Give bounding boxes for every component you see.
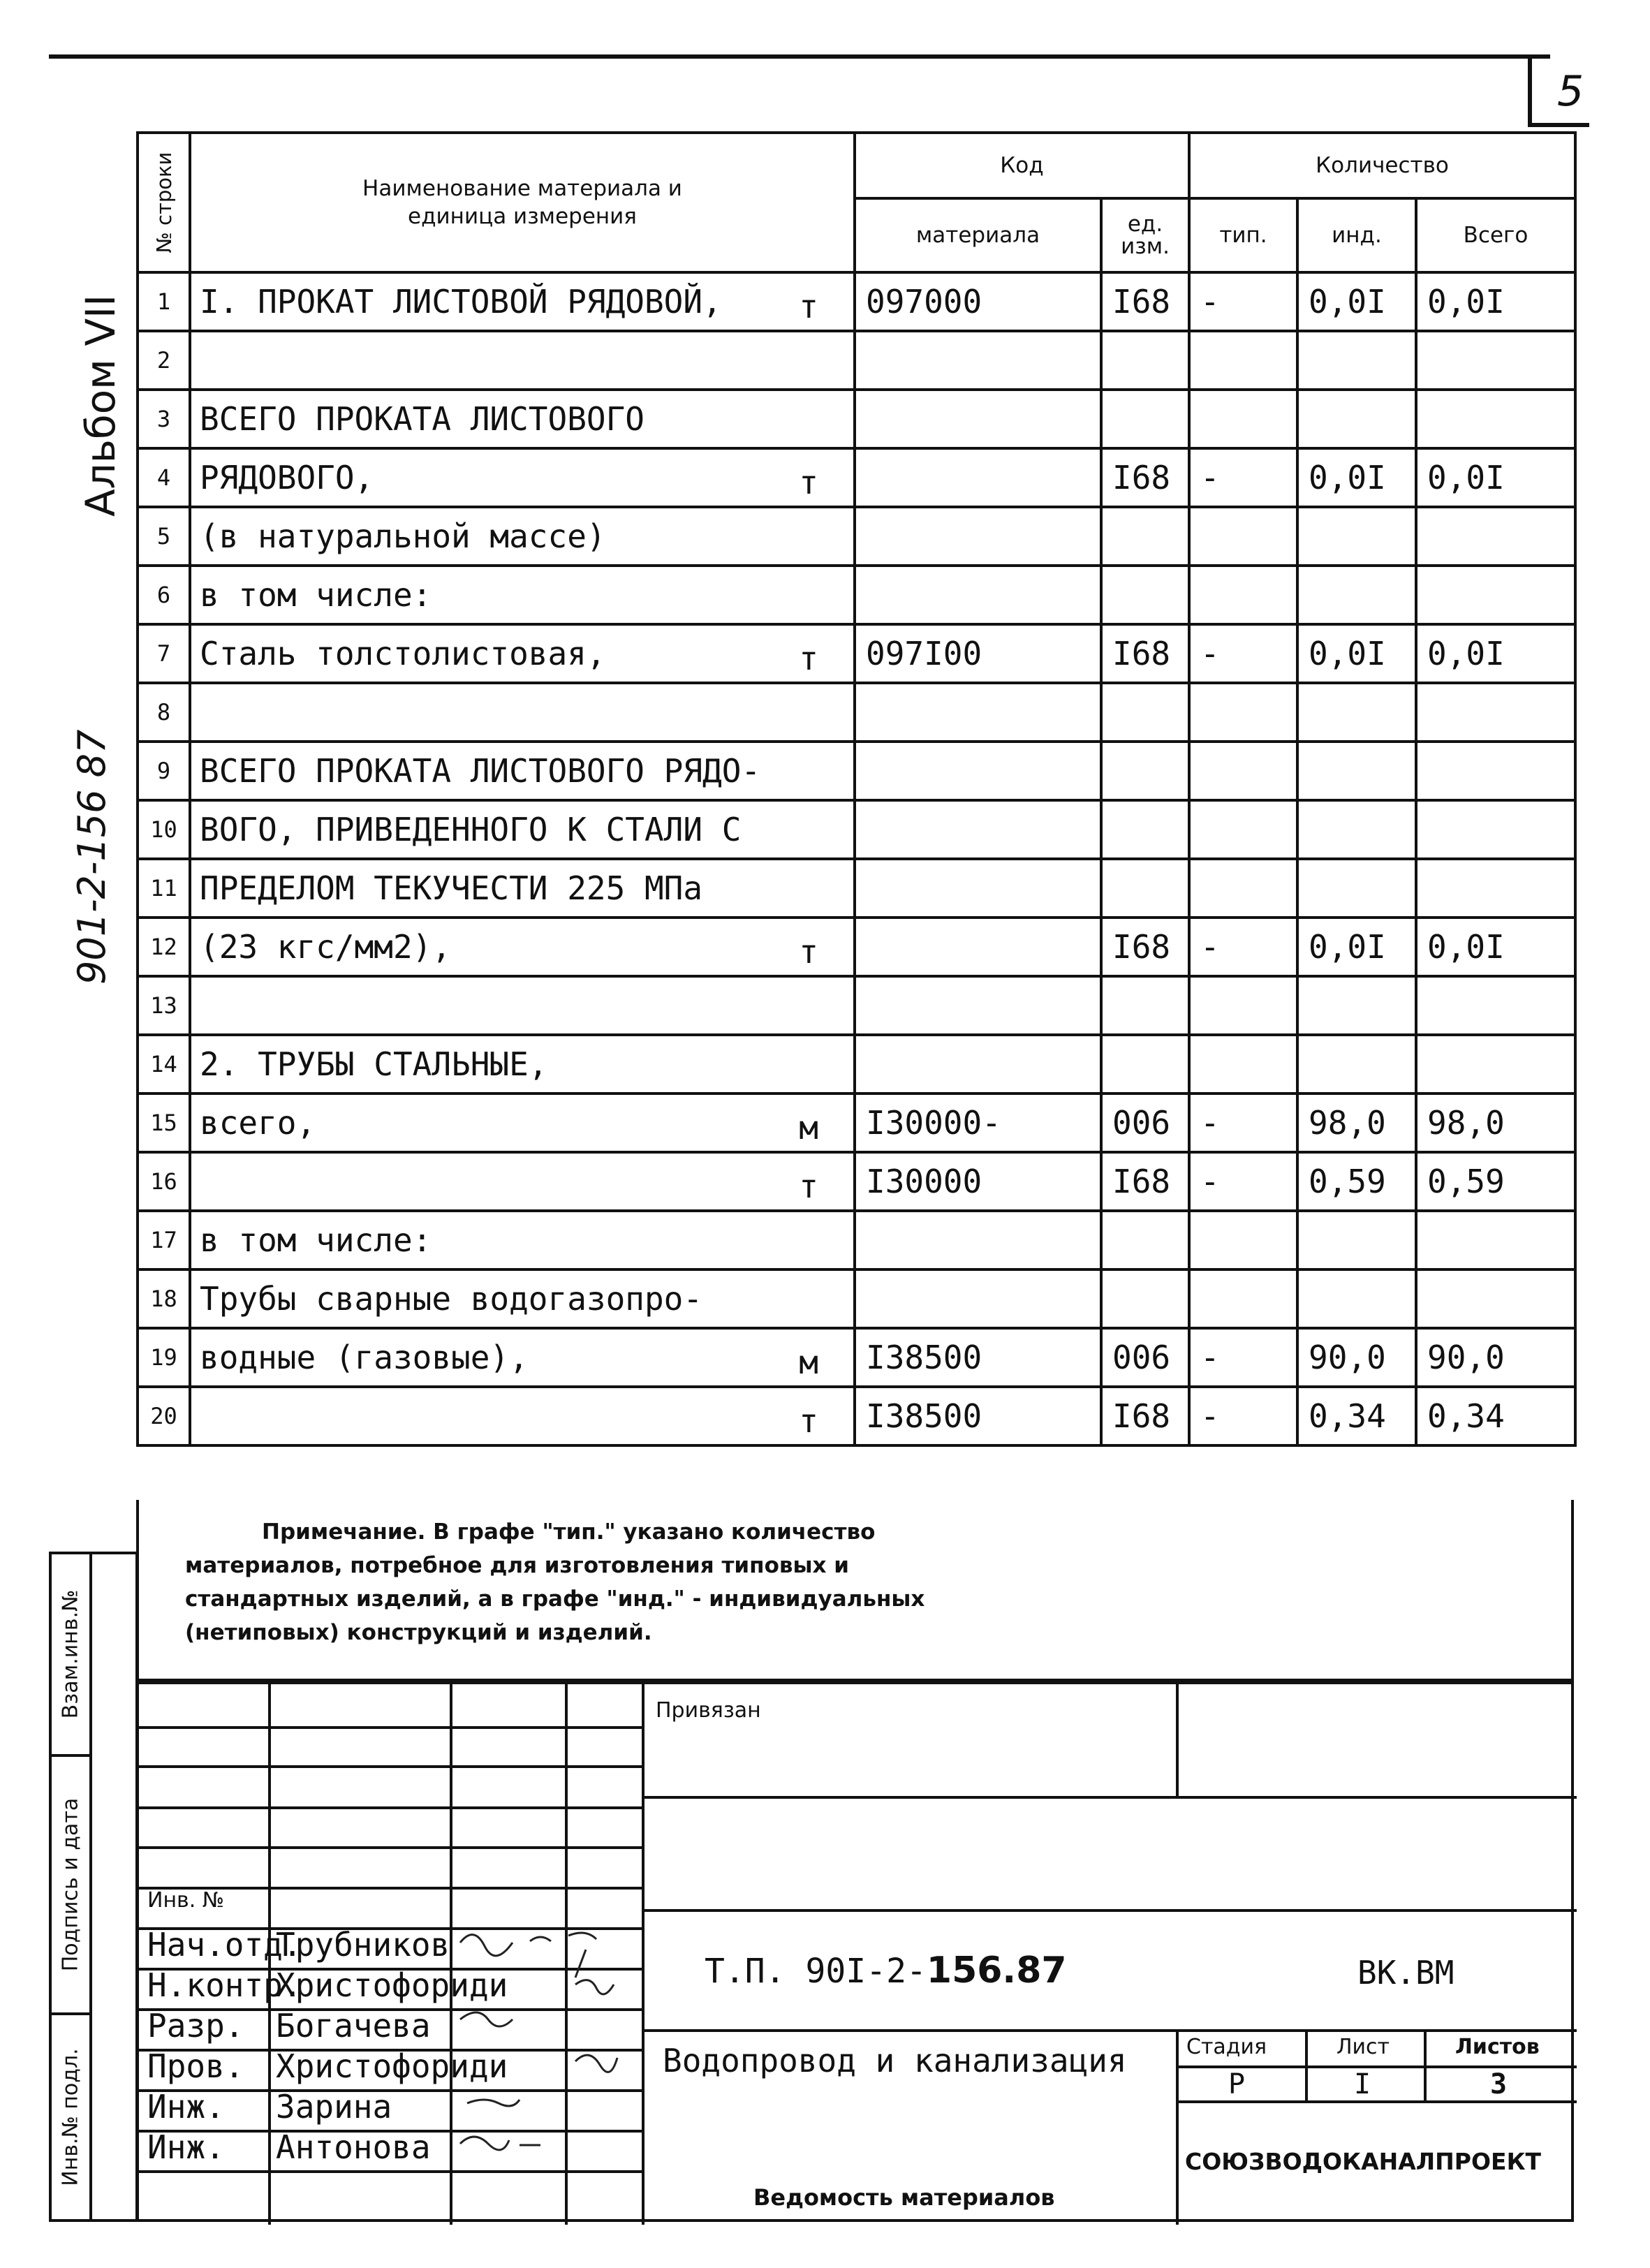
signature-name: Трубников: [276, 1926, 450, 1964]
table-row: [138, 1269, 1575, 1328]
privyazan-label: Привязан: [656, 1698, 761, 1723]
table-row: [138, 1387, 1575, 1445]
row-number: 4: [138, 448, 190, 507]
qty-total: 98,0: [1416, 1094, 1575, 1152]
qty-type: [1189, 1269, 1297, 1328]
qty-type: [1189, 390, 1297, 448]
signature-role: Инж.: [147, 2088, 225, 2126]
signature-name: Христофориди: [276, 1966, 508, 2004]
qty-type: [1189, 800, 1297, 859]
row-name: [190, 507, 855, 566]
table-row: [138, 918, 1575, 976]
material-code: [855, 1211, 1101, 1269]
row-name: [190, 742, 855, 800]
qty-ind: [1297, 683, 1416, 742]
qty-total: 0,59: [1416, 1152, 1575, 1211]
qty-ind: [1297, 331, 1416, 390]
material-code: [855, 1035, 1101, 1094]
signature-name: Богачева: [276, 2007, 431, 2045]
header-qty-group: Количество: [1189, 133, 1575, 198]
row-number: 11: [138, 859, 190, 918]
qty-total: 90,0: [1416, 1328, 1575, 1387]
material-name: ВСЕГО ПРОКАТА ЛИСТОВОГО РЯДО-: [200, 752, 761, 790]
table-row: [138, 390, 1575, 448]
row-number: 10: [138, 800, 190, 859]
note-line: Примечание. В графе "тип." указано количество: [262, 1519, 876, 1545]
row-name: [190, 976, 855, 1035]
sheets-value: 3: [1490, 2068, 1508, 2100]
note-line: стандартных изделий, а в графе "инд." - индивидуальных: [185, 1586, 925, 1612]
unit-code: [1101, 566, 1189, 624]
table-row: [138, 1152, 1575, 1211]
signature-scribbles: [446, 1922, 656, 2173]
material-code: I30000: [855, 1152, 1101, 1211]
stamp-inv-podl: Инв.№ подл.: [52, 2015, 92, 2219]
table-row: [138, 624, 1575, 683]
header-row-no: № строки: [138, 133, 190, 272]
qty-type: [1189, 976, 1297, 1035]
qty-total: [1416, 742, 1575, 800]
unit-code: [1101, 800, 1189, 859]
qty-ind: 0,59: [1297, 1152, 1416, 1211]
material-code: [855, 918, 1101, 976]
header-code-group: Код: [855, 133, 1189, 198]
note-text: [185, 1515, 1037, 1649]
qty-type: -: [1189, 272, 1297, 331]
qty-type: [1189, 507, 1297, 566]
qty-total: [1416, 859, 1575, 918]
material-code: I38500: [855, 1387, 1101, 1445]
header-code-material: материала: [855, 198, 1101, 272]
note-line: материалов, потребное для изготовления типовых и: [185, 1553, 850, 1578]
qty-type: -: [1189, 624, 1297, 683]
row-name: [190, 272, 855, 331]
unit-code: [1101, 742, 1189, 800]
row-number: 15: [138, 1094, 190, 1152]
qty-ind: 0,0I: [1297, 624, 1416, 683]
row-number: 17: [138, 1211, 190, 1269]
table-row: [138, 859, 1575, 918]
table-row: [138, 507, 1575, 566]
table-row: [138, 742, 1575, 800]
row-number: 1: [138, 272, 190, 331]
material-code: [855, 566, 1101, 624]
unit-code: [1101, 390, 1189, 448]
title-block: [136, 1681, 1574, 2222]
table-row: [138, 1211, 1575, 1269]
page-number: 5: [1557, 67, 1584, 116]
material-code: [855, 976, 1101, 1035]
unit-code: I68: [1101, 272, 1189, 331]
row-number: 14: [138, 1035, 190, 1094]
material-name: ВОГО, ПРИВЕДЕННОГО К СТАЛИ С: [200, 811, 742, 848]
material-name: (23 кгс/мм2),: [200, 928, 452, 966]
signature-role: Пров.: [147, 2047, 244, 2085]
qty-total: 0,0I: [1416, 448, 1575, 507]
qty-ind: [1297, 390, 1416, 448]
qty-ind: 98,0: [1297, 1094, 1416, 1152]
header-qty-total: Всего: [1416, 198, 1575, 272]
header-qty-type: тип.: [1189, 198, 1297, 272]
unit-code: 006: [1101, 1328, 1189, 1387]
row-name: [190, 1211, 855, 1269]
sheet-title: Ведомость материалов: [753, 2184, 1055, 2211]
qty-ind: [1297, 742, 1416, 800]
qty-total: 0,0I: [1416, 918, 1575, 976]
top-rule: [49, 54, 1550, 59]
stage-label: Стадия: [1186, 2035, 1267, 2059]
material-code: [855, 859, 1101, 918]
object-name: Водопровод и канализация: [663, 2042, 1127, 2079]
material-code: [855, 1269, 1101, 1328]
row-number: 9: [138, 742, 190, 800]
material-unit: м: [799, 1343, 818, 1381]
qty-type: -: [1189, 1387, 1297, 1445]
material-name: (в натуральной массе): [200, 517, 606, 555]
qty-total: [1416, 390, 1575, 448]
qty-ind: 0,34: [1297, 1387, 1416, 1445]
stamp-vzam: Взам.инв.№: [52, 1554, 92, 1757]
unit-code: [1101, 1035, 1189, 1094]
unit-code: I68: [1101, 1387, 1189, 1445]
unit-code: [1101, 1211, 1189, 1269]
material-code: I30000-: [855, 1094, 1101, 1152]
qty-type: -: [1189, 1094, 1297, 1152]
qty-ind: [1297, 1269, 1416, 1328]
row-number: 2: [138, 331, 190, 390]
material-code: [855, 390, 1101, 448]
sheet-label: Лист: [1336, 2035, 1390, 2059]
row-number: 7: [138, 624, 190, 683]
qty-total: [1416, 683, 1575, 742]
qty-type: [1189, 742, 1297, 800]
qty-total: [1416, 507, 1575, 566]
qty-total: [1416, 976, 1575, 1035]
material-name: I. ПРОКАТ ЛИСТОВОЙ РЯДОВОЙ,: [200, 283, 722, 321]
document-code-side: 901-2-156 87: [70, 729, 114, 985]
unit-code: I68: [1101, 448, 1189, 507]
material-unit: т: [799, 464, 818, 501]
qty-ind: 0,0I: [1297, 448, 1416, 507]
row-name: [190, 1035, 855, 1094]
qty-ind: [1297, 1035, 1416, 1094]
inv-no-label: Инв. №: [147, 1888, 225, 1913]
qty-ind: [1297, 800, 1416, 859]
material-name: в том числе:: [200, 576, 432, 614]
material-code: [855, 331, 1101, 390]
table-row: [138, 1035, 1575, 1094]
organization: СОЮЗВОДОКАНАЛПРОЕКТ: [1185, 2148, 1542, 2175]
material-unit: т: [799, 1168, 818, 1205]
material-code: 097I00: [855, 624, 1101, 683]
materials-table: [136, 131, 1577, 1447]
qty-total: [1416, 1269, 1575, 1328]
row-name: [190, 800, 855, 859]
qty-ind: [1297, 1211, 1416, 1269]
row-name: [190, 331, 855, 390]
row-number: 6: [138, 566, 190, 624]
material-unit: т: [799, 640, 818, 677]
material-name: Трубы сварные водогазопро-: [200, 1280, 703, 1318]
material-name: ВСЕГО ПРОКАТА ЛИСТОВОГО: [200, 400, 644, 438]
qty-total: 0,34: [1416, 1387, 1575, 1445]
qty-type: [1189, 859, 1297, 918]
material-unit: т: [799, 1402, 818, 1440]
table-row: [138, 1328, 1575, 1387]
qty-total: 0,0I: [1416, 624, 1575, 683]
material-unit: т: [799, 288, 818, 325]
row-name: [190, 1269, 855, 1328]
row-name: [190, 448, 855, 507]
stamp-podpis: Подпись и дата: [52, 1757, 92, 2015]
material-name: Сталь толстолистовая,: [200, 635, 606, 672]
qty-ind: 0,0I: [1297, 918, 1416, 976]
row-name: [190, 1152, 855, 1211]
row-number: 18: [138, 1269, 190, 1328]
qty-type: -: [1189, 1152, 1297, 1211]
qty-ind: [1297, 976, 1416, 1035]
material-code: [855, 800, 1101, 859]
material-code: [855, 507, 1101, 566]
table-row: [138, 566, 1575, 624]
album-label: Альбом VII: [77, 294, 124, 517]
signature-name: Христофориди: [276, 2047, 508, 2085]
row-number: 12: [138, 918, 190, 976]
row-name: [190, 1094, 855, 1152]
qty-ind: 0,0I: [1297, 272, 1416, 331]
material-unit: м: [799, 1109, 818, 1147]
table-row: [138, 683, 1575, 742]
mark-code: ВК.ВМ: [1357, 1954, 1454, 1991]
material-code: [855, 683, 1101, 742]
qty-type: [1189, 1035, 1297, 1094]
material-code: [855, 742, 1101, 800]
qty-total: [1416, 331, 1575, 390]
material-name: ПРЕДЕЛОМ ТЕКУЧЕСТИ 225 МПа: [200, 869, 703, 907]
qty-ind: [1297, 859, 1416, 918]
table-row: [138, 800, 1575, 859]
material-name: водные (газовые),: [200, 1339, 529, 1376]
row-number: 20: [138, 1387, 190, 1445]
side-stamp-column: [49, 1552, 138, 2222]
qty-type: -: [1189, 918, 1297, 976]
row-number: 13: [138, 976, 190, 1035]
qty-ind: [1297, 566, 1416, 624]
qty-ind: 90,0: [1297, 1328, 1416, 1387]
header-name: Наименование материала и единица измерения: [190, 133, 855, 272]
signature-role: Нач.отд.: [147, 1926, 302, 1964]
qty-total: [1416, 566, 1575, 624]
row-name: [190, 683, 855, 742]
sheet-value: I: [1354, 2068, 1371, 2100]
qty-type: [1189, 331, 1297, 390]
qty-type: -: [1189, 1328, 1297, 1387]
row-name: [190, 390, 855, 448]
qty-type: [1189, 1211, 1297, 1269]
row-number: 16: [138, 1152, 190, 1211]
unit-code: I68: [1101, 624, 1189, 683]
signature-role: Н.контр.: [147, 1966, 302, 2004]
material-name: всего,: [200, 1104, 316, 1142]
table-row: [138, 331, 1575, 390]
unit-code: [1101, 507, 1189, 566]
qty-total: [1416, 1035, 1575, 1094]
material-code: 097000: [855, 272, 1101, 331]
unit-code: [1101, 683, 1189, 742]
header-qty-ind: инд.: [1297, 198, 1416, 272]
unit-code: I68: [1101, 918, 1189, 976]
row-number: 19: [138, 1328, 190, 1387]
table-row: [138, 976, 1575, 1035]
row-number: 5: [138, 507, 190, 566]
table-row: [138, 448, 1575, 507]
material-code: [855, 448, 1101, 507]
row-number: 8: [138, 683, 190, 742]
material-name: в том числе:: [200, 1221, 432, 1259]
row-name: [190, 624, 855, 683]
unit-code: [1101, 859, 1189, 918]
tp-designation: Т.П. 90I-2-156.87: [705, 1950, 1067, 1991]
material-name: РЯДОВОГО,: [200, 459, 374, 496]
sheets-label: Листов: [1455, 2035, 1540, 2059]
qty-total: [1416, 1211, 1575, 1269]
unit-code: I68: [1101, 1152, 1189, 1211]
qty-total: 0,0I: [1416, 272, 1575, 331]
qty-type: [1189, 683, 1297, 742]
qty-ind: [1297, 507, 1416, 566]
stage-value: Р: [1228, 2068, 1246, 2100]
signature-name: Зарина: [276, 2088, 392, 2126]
unit-code: 006: [1101, 1094, 1189, 1152]
unit-code: [1101, 976, 1189, 1035]
note-line: (нетиповых) конструкций и изделий.: [185, 1620, 652, 1645]
row-name: [190, 918, 855, 976]
qty-type: [1189, 566, 1297, 624]
material-name: 2. ТРУБЫ СТАЛЬНЫЕ,: [200, 1045, 548, 1083]
unit-code: [1101, 331, 1189, 390]
unit-code: [1101, 1269, 1189, 1328]
material-unit: т: [799, 933, 818, 971]
signature-role: Инж.: [147, 2128, 225, 2166]
row-name: [190, 566, 855, 624]
material-code: I38500: [855, 1328, 1101, 1387]
signature-role: Разр.: [147, 2007, 244, 2045]
table-row: [138, 272, 1575, 331]
row-name: [190, 859, 855, 918]
qty-type: -: [1189, 448, 1297, 507]
table-row: [138, 1094, 1575, 1152]
signature-name: Антонова: [276, 2128, 431, 2166]
qty-total: [1416, 800, 1575, 859]
row-name: [190, 1328, 855, 1387]
row-number: 3: [138, 390, 190, 448]
row-name: [190, 1387, 855, 1445]
header-code-unit: ед. изм.: [1101, 198, 1189, 272]
